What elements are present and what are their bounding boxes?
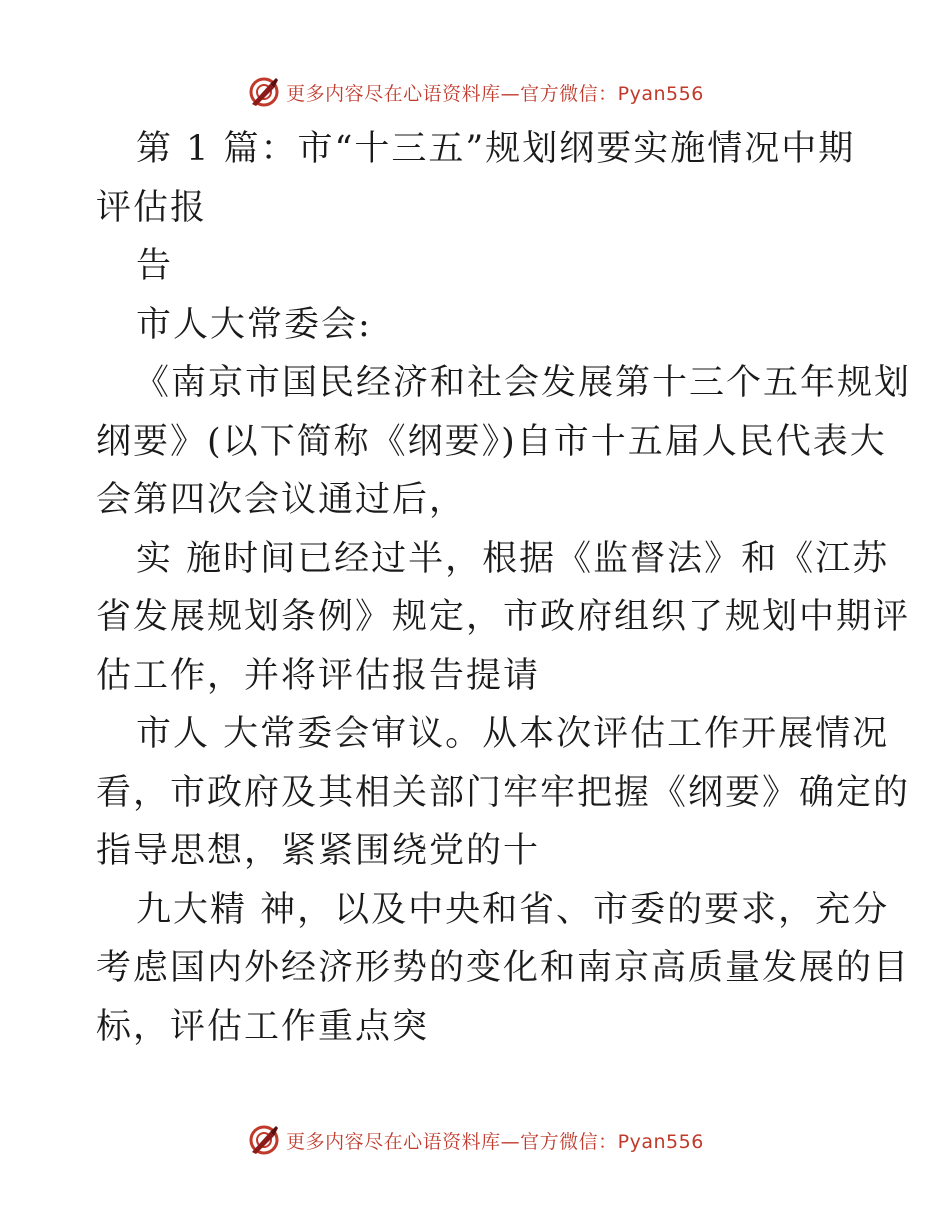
- doc-line: 会第四次会议通过后，: [96, 480, 467, 520]
- pen-logo-icon: [246, 74, 282, 110]
- doc-line: 《南京市国民经济和社会发展第十三个五年规划: [134, 363, 912, 403]
- header-banner: [0, 72, 950, 112]
- doc-title-line-3: 告: [136, 246, 174, 286]
- doc-line: 考虑国内外经济形势的变化和南京高质量发展的目: [96, 948, 911, 988]
- doc-line: 标，评估工作重点突: [96, 1006, 430, 1047]
- doc-title-line-1: 第 1 篇：市“十三五”规划纲要实施情况中期: [136, 129, 856, 169]
- doc-line: 市人 大常委会审议。从本次评估工作开展情况: [136, 714, 890, 754]
- footer-banner-text: 更多内容尽在心语资料库—官方微信：Pyan556: [286, 1130, 704, 1153]
- footer-banner: [0, 1120, 950, 1160]
- doc-line: 九大精 神，以及中央和省、市委的要求，充分: [136, 889, 890, 930]
- document-body: [96, 120, 912, 1056]
- doc-salutation: 市人大常委会:: [136, 304, 372, 345]
- doc-line: 看，市政府及其相关部门牢牢把握《纲要》确定的: [96, 772, 911, 813]
- doc-title-line-2: 评估报: [96, 187, 208, 228]
- doc-line: 指导思想，紧紧围绕党的十: [96, 831, 541, 871]
- doc-line: 纲要》(以下简称《纲要》)自市十五届人民代表大: [96, 421, 887, 462]
- doc-line: 估工作，并将评估报告提请: [96, 655, 541, 696]
- doc-line: 实 施时间已经过半，根据《监督法》和《江苏: [136, 538, 890, 579]
- header-banner-text: 更多内容尽在心语资料库—官方微信：Pyan556: [286, 82, 704, 105]
- doc-line: 省发展规划条例》规定，市政府组织了规划中期评: [96, 597, 911, 637]
- pen-logo-icon: [246, 1122, 282, 1158]
